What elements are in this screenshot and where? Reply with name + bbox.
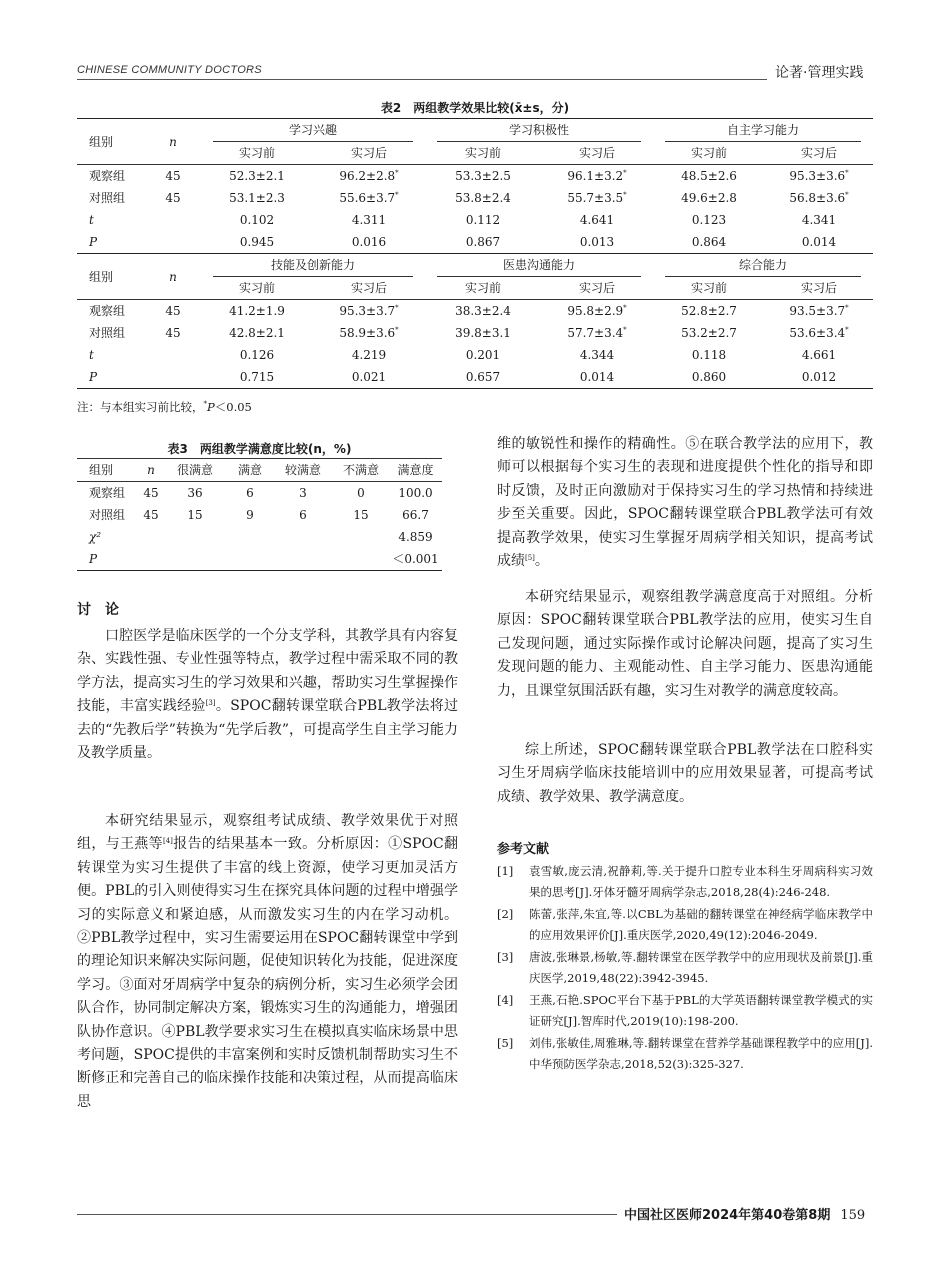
table-row — [77, 526, 442, 548]
table-cell: 100.0 — [398, 486, 433, 500]
group-header: 医患沟通能力 — [437, 254, 641, 277]
table-cell — [313, 187, 425, 209]
cell-value: 0.715 — [239, 370, 275, 384]
cell-value: 0.014 — [579, 370, 615, 384]
table3-header: 较满意 — [273, 459, 333, 482]
significance-mark: * — [395, 191, 399, 199]
significance-mark: * — [845, 326, 849, 334]
table-cell — [273, 526, 333, 548]
cell-value: 52.3±2.1 — [229, 169, 285, 183]
table-row — [77, 344, 873, 366]
table3-caption: 表3 两组教学满意度比较(n，%) — [167, 442, 352, 456]
cell-value: 0.012 — [801, 370, 837, 384]
issue-label: 中国社区医师2024年第40卷第8期 — [624, 1208, 831, 1223]
cell-value: 0.112 — [465, 213, 501, 227]
significance-mark: * — [623, 304, 627, 312]
table-cell — [425, 209, 541, 231]
table-cell — [201, 165, 313, 188]
row-label: P — [77, 231, 145, 254]
table-cell — [201, 366, 313, 389]
cell-value: 53.8±2.4 — [455, 191, 511, 205]
cell-value: 4.641 — [579, 213, 615, 227]
table-cell — [765, 209, 873, 231]
group-header: 学习积极性 — [437, 119, 641, 142]
row-n — [145, 209, 201, 231]
citation: [5] — [525, 554, 535, 563]
table3-header: 很满意 — [163, 459, 227, 482]
table-cell: 6 — [299, 508, 307, 522]
cell-value: 0.860 — [691, 370, 727, 384]
cell-value: 52.8±2.7 — [681, 304, 737, 318]
cell-value: 96.1±3.2 — [567, 169, 624, 183]
table-row — [77, 187, 873, 209]
significance-mark: * — [623, 326, 627, 334]
discussion-paragraph-2: 本研究结果显示，观察组考试成绩、教学效果优于对照组，与王燕等[4]报告的结果基本一致。分析原因：①SPOC翻转课堂为实习生提供了丰富的线上资源，使学习更加灵活方便。PBL的引入则使得实习生在探究具体问题的过程中增强学习的实际意义和紧迫感，从而激发实习生的内在学习动机。②PBL教学过程中，实习生需要运用在SPOC翻转课堂中学到的理论知识来解决实际问题，促使知识转化为技能，促进深度学习。③面对牙周病学中复杂的病例分析，实习生必须学会团队合作，协同制定解决方案，锻炼实习生的沟通能力，增强团队协作意识。④PBL教学要求实习生在模拟真实临床场景中思考问题，SPOC提供的丰富案例和实时反馈机制帮助实习生不断修正和完善自己的临床操作技能和决策过程，从而提高临床思 — [77, 813, 458, 1110]
table-cell — [333, 526, 389, 548]
row-label: P — [77, 366, 145, 389]
cell-value: 96.2±2.8 — [339, 169, 396, 183]
table-cell: 9 — [246, 508, 254, 522]
cell-value: 0.118 — [691, 348, 727, 362]
table-cell — [313, 300, 425, 323]
table-cell: 对照组 — [89, 508, 126, 522]
discussion-paragraph-4: 综上所述，SPOC翻转课堂联合PBL教学法在口腔科实习生牙周病学临床技能培训中的应用效果显著，可提高考试成绩、教学效果、教学满意度。 — [497, 742, 873, 805]
table2-note: 注：与本组实习前比较，*P＜0.05 — [77, 400, 252, 414]
header-n: n — [145, 119, 201, 165]
group-header: 综合能力 — [665, 254, 861, 277]
table-cell — [313, 344, 425, 366]
table-cell — [765, 187, 873, 209]
table-cell — [201, 344, 313, 366]
reference-text: 唐波,张琳景,杨敏,等.翻转课堂在医学教学中的应用现状及前景[J].重庆医学,2019,48(22):3942-3945. — [529, 950, 873, 985]
table-row — [77, 504, 442, 526]
table-cell — [653, 300, 765, 323]
col-before: 实习前 — [653, 277, 765, 300]
table-cell — [227, 526, 273, 548]
table-cell — [425, 344, 541, 366]
discussion-heading: 讨 论 — [77, 602, 119, 618]
table-cell: 6 — [246, 486, 254, 500]
table-cell — [653, 165, 765, 188]
table-cell: 0 — [357, 486, 365, 500]
table-row — [77, 165, 873, 188]
table-cell: 36 — [187, 486, 203, 500]
header-group: 组别 — [77, 254, 145, 300]
cell-value: 53.6±3.4 — [789, 326, 846, 340]
row-n: 45 — [165, 304, 181, 318]
cell-value: 0.013 — [579, 235, 615, 249]
table-cell: 15 — [187, 508, 203, 522]
table-cell — [765, 165, 873, 188]
table-cell: χ² — [89, 530, 102, 544]
header-group: 组别 — [77, 119, 145, 165]
row-label: t — [89, 213, 94, 227]
discussion-paragraph-3: 本研究结果显示，观察组教学满意度高于对照组。分析原因：SPOC翻转课堂联合PBL教学法的应用，使实习生自己发现问题，通过实际操作或讨论解决问题，提高了实习生发现问题的能力、主观能动性、自主学习能力、医患沟通能力，且课堂氛围活跃有趣，实习生对教学的满意度较高。 — [497, 589, 873, 699]
cell-value: 0.123 — [691, 213, 727, 227]
cell-value: 48.5±2.6 — [681, 169, 737, 183]
table-cell: 观察组 — [89, 486, 126, 500]
table2-caption: 表2 两组教学效果比较(x̄±s，分) — [380, 101, 570, 115]
col-after: 实习后 — [765, 277, 873, 300]
table-cell — [425, 322, 541, 344]
table-row — [77, 482, 442, 505]
header-n: n — [145, 254, 201, 300]
col-before: 实习前 — [425, 142, 541, 165]
row-label: 观察组 — [89, 304, 126, 318]
significance-mark: * — [395, 304, 399, 312]
cell-value: 0.201 — [465, 348, 501, 362]
table-cell — [653, 322, 765, 344]
cell-value: 39.8±3.1 — [455, 326, 511, 340]
col-after: 实习后 — [541, 277, 653, 300]
cell-value: 55.6±3.7 — [339, 191, 396, 205]
cell-value: 42.8±2.1 — [229, 326, 285, 340]
row-label: 对照组 — [89, 191, 126, 205]
table-cell — [653, 344, 765, 366]
row-n — [145, 231, 201, 254]
table3-header: 满意度 — [389, 459, 442, 482]
significance-mark: * — [395, 326, 399, 334]
cell-value: 38.3±2.4 — [455, 304, 511, 318]
table-cell — [765, 300, 873, 323]
col-before: 实习前 — [425, 277, 541, 300]
table-cell — [139, 548, 163, 571]
row-label: t — [89, 348, 94, 362]
table-row — [77, 209, 873, 231]
footer-rule — [77, 1214, 617, 1215]
table3-header: 不满意 — [333, 459, 389, 482]
table-cell — [313, 366, 425, 389]
cell-value: 0.945 — [239, 235, 275, 249]
table-cell — [163, 548, 227, 571]
col-after: 实习后 — [765, 142, 873, 165]
col-after: 实习后 — [313, 277, 425, 300]
table-cell: 3 — [299, 486, 307, 500]
col-before: 实习前 — [653, 142, 765, 165]
table-row — [77, 231, 873, 254]
row-n: 45 — [165, 169, 181, 183]
table-row — [77, 300, 873, 323]
table-cell: 4.859 — [398, 530, 433, 544]
table-cell — [541, 231, 653, 254]
table-cell — [425, 366, 541, 389]
cell-value: 56.8±3.6 — [789, 191, 846, 205]
table-cell — [425, 187, 541, 209]
reference-item — [497, 861, 873, 902]
table-cell — [313, 209, 425, 231]
table-cell — [653, 209, 765, 231]
table-cell — [201, 231, 313, 254]
table-row — [77, 548, 442, 571]
row-n — [145, 366, 201, 389]
table-cell — [765, 322, 873, 344]
table-cell: 15 — [353, 508, 369, 522]
significance-mark: * — [845, 304, 849, 312]
reference-item — [497, 904, 873, 945]
table-cell — [541, 366, 653, 389]
table-cell — [425, 300, 541, 323]
row-n: 45 — [165, 326, 181, 340]
reference-text: 王燕,石艳.SPOC平台下基于PBL的大学英语翻转课堂教学模式的实证研究[J].智库时代,2019(10):198-200. — [529, 993, 873, 1028]
cell-value: 4.344 — [579, 348, 615, 362]
cell-value: 55.7±3.5 — [567, 191, 624, 205]
table-cell — [765, 366, 873, 389]
cell-value: 0.867 — [465, 235, 501, 249]
cell-value: 41.2±1.9 — [229, 304, 285, 318]
cell-value: 4.341 — [801, 213, 837, 227]
cell-value: 4.661 — [801, 348, 837, 362]
table-cell — [541, 344, 653, 366]
row-label: 观察组 — [89, 169, 126, 183]
table-cell — [163, 526, 227, 548]
cell-value: 0.014 — [801, 235, 837, 249]
table-cell — [653, 187, 765, 209]
table-row — [77, 366, 873, 389]
table-cell — [541, 322, 653, 344]
significance-mark: * — [623, 191, 627, 199]
references-heading: 参考文献 — [497, 842, 550, 857]
group-header: 学习兴趣 — [213, 119, 413, 142]
cell-value: 0.864 — [691, 235, 727, 249]
table3-header: n — [139, 459, 163, 482]
table-cell — [273, 548, 333, 571]
section-title: 论著·管理实践 — [775, 65, 864, 81]
table-cell — [653, 366, 765, 389]
table-cell — [541, 209, 653, 231]
cell-value: 95.8±2.9 — [567, 304, 624, 318]
group-header: 自主学习能力 — [665, 119, 861, 142]
table3-header: 满意 — [227, 459, 273, 482]
reference-index: [3] — [497, 950, 514, 964]
page-number: 159 — [840, 1208, 866, 1223]
cell-value: 93.5±3.7 — [789, 304, 846, 318]
table-cell — [653, 231, 765, 254]
reference-index: [2] — [497, 907, 514, 921]
cell-value: 57.7±3.4 — [567, 326, 624, 340]
citation: [3] — [205, 699, 216, 708]
cell-value: 0.102 — [239, 213, 275, 227]
table-cell — [541, 187, 653, 209]
footer-issue — [624, 1204, 865, 1223]
table-cell: 66.7 — [402, 508, 429, 522]
col-after: 实习后 — [541, 142, 653, 165]
table-cell: 45 — [143, 508, 159, 522]
table-cell — [313, 322, 425, 344]
cell-value: 53.1±2.3 — [229, 191, 285, 205]
reference-text: 刘伟,张敏佳,周雅琳,等.翻转课堂在营养学基础课程教学中的应用[J].中华预防医学杂志,2018,52(3):325-327. — [529, 1036, 873, 1071]
table-row — [77, 322, 873, 344]
table-cell — [765, 231, 873, 254]
table-cell — [313, 165, 425, 188]
row-label: 对照组 — [89, 326, 126, 340]
col-after: 实习后 — [313, 142, 425, 165]
reference-index: [5] — [497, 1036, 514, 1050]
cell-value: 0.126 — [239, 348, 275, 362]
reference-item — [497, 990, 873, 1031]
cell-value: 53.3±2.5 — [455, 169, 511, 183]
table-cell — [201, 209, 313, 231]
table-cell — [227, 548, 273, 571]
table-cell — [333, 548, 389, 571]
cell-value: 0.021 — [351, 370, 387, 384]
row-n: 45 — [165, 191, 181, 205]
significance-mark: * — [845, 169, 849, 177]
table-cell — [201, 187, 313, 209]
table-cell: 45 — [143, 486, 159, 500]
cell-value: 95.3±3.7 — [339, 304, 396, 318]
significance-mark: * — [623, 169, 627, 177]
reference-item — [497, 1033, 873, 1074]
group-header: 技能及创新能力 — [213, 254, 413, 277]
cell-value: 49.6±2.8 — [681, 191, 737, 205]
table-cell — [541, 300, 653, 323]
reference-text: 袁雪敏,庞云清,祝静莉,等.关于提升口腔专业本科生牙周病科实习效果的思考[J].牙体牙髓牙周病学杂志,2018,28(4):246-248. — [529, 864, 873, 899]
cell-value: 0.016 — [351, 235, 387, 249]
discussion-paragraph-1: 口腔医学是临床医学的一个分支学科，其教学具有内容复杂、实践性强、专业性强等特点，教学过程中需采取不同的教学方法，提高实习生的学习效果和兴趣，帮助实习生掌握操作技能，丰富实践经验[3]。SPOC翻转课堂联合PBL教学法将过去的“先教后学”转换为“先学后教”，可提高学生自主学习能力及教学质量。 — [77, 628, 458, 762]
table3-header: 组别 — [77, 459, 139, 482]
reference-item — [497, 947, 873, 988]
table3 — [77, 458, 442, 571]
reference-index: [1] — [497, 864, 514, 878]
row-n — [145, 344, 201, 366]
col-before: 实习前 — [201, 142, 313, 165]
table2 — [77, 118, 873, 389]
table-cell: P — [77, 548, 139, 571]
references-list — [497, 861, 873, 1076]
cell-value: 58.9±3.6 — [339, 326, 396, 340]
journal-name-en: CHINESE COMMUNITY DOCTORS — [77, 64, 262, 76]
cell-value: 4.219 — [351, 348, 387, 362]
reference-index: [4] — [497, 993, 514, 1007]
table-cell — [765, 344, 873, 366]
discussion-paragraph-2-cont: 维的敏锐性和操作的精确性。⑤在联合教学法的应用下，教师可以根据每个实习生的表现和进度提供个性化的指导和即时反馈，及时正向激励对于保持实习生的学习热情和持续进步至关重要。因此，SPOC翻转课堂联合PBL教学法可有效提高教学效果，使实习生掌握牙周病学相关知识，提高考试成绩[5]。 — [497, 436, 873, 570]
table-cell: ＜0.001 — [389, 548, 442, 571]
significance-mark: * — [845, 191, 849, 199]
table-cell — [541, 165, 653, 188]
header-rule — [77, 79, 767, 80]
table-cell — [139, 526, 163, 548]
reference-text: 陈蕾,张萍,朱宜,等.以CBL为基础的翻转课堂在神经病学临床教学中的应用效果评价[J].重庆医学,2020,49(12):2046-2049. — [529, 907, 873, 942]
col-before: 实习前 — [201, 277, 313, 300]
table-cell — [313, 231, 425, 254]
significance-mark: * — [395, 169, 399, 177]
table-cell — [201, 300, 313, 323]
table-cell — [201, 322, 313, 344]
cell-value: 4.311 — [351, 213, 387, 227]
table-cell — [425, 231, 541, 254]
citation: [4] — [162, 837, 173, 846]
cell-value: 0.657 — [465, 370, 501, 384]
table-cell — [425, 165, 541, 188]
cell-value: 95.3±3.6 — [789, 169, 846, 183]
cell-value: 53.2±2.7 — [681, 326, 737, 340]
